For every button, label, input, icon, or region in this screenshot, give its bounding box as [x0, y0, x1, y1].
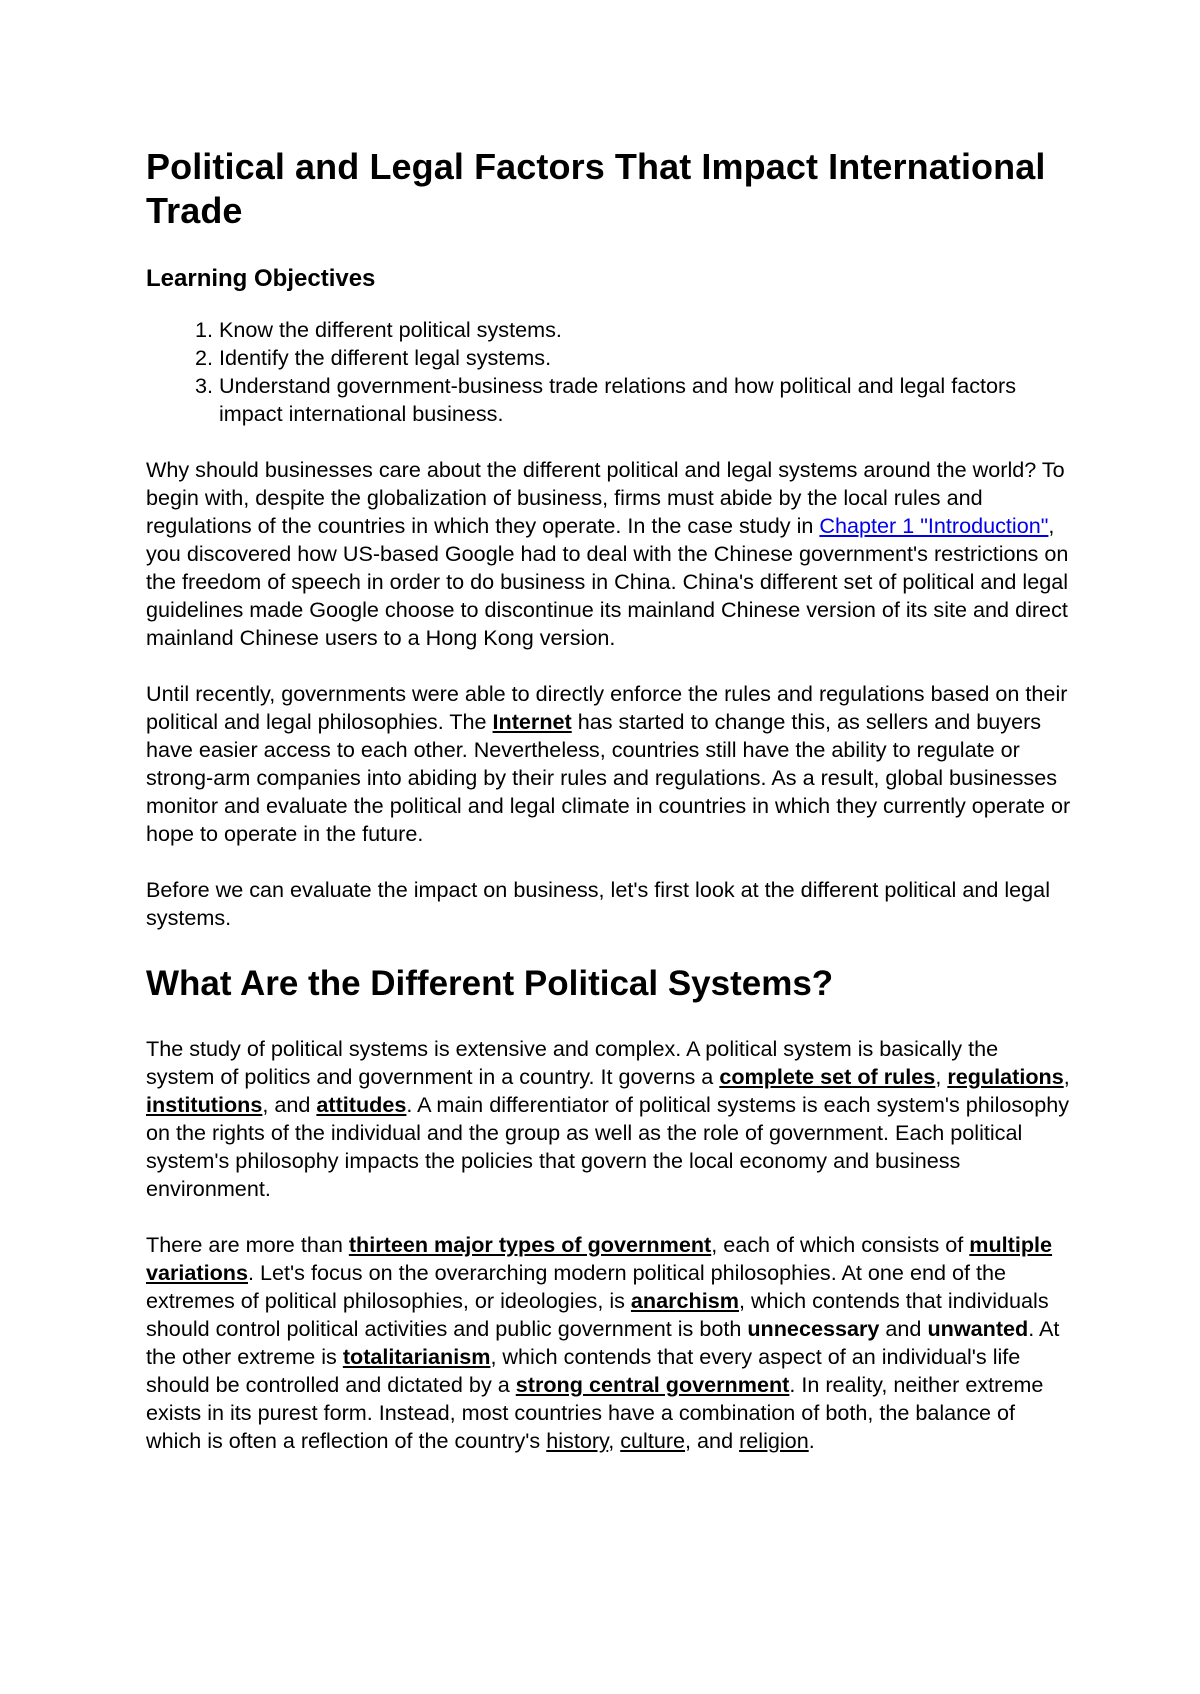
page-title: Political and Legal Factors That Impact International Trade — [146, 146, 1046, 231]
complete-set-of-rules-term[interactable]: complete set of rules — [719, 1064, 936, 1089]
internet-term[interactable]: Internet — [492, 709, 572, 734]
attitudes-term[interactable]: attitudes — [316, 1092, 407, 1117]
learning-objectives-list — [146, 316, 1071, 428]
strong-central-government-term[interactable]: strong central government — [515, 1372, 790, 1397]
anarchism-term[interactable]: anarchism — [630, 1288, 739, 1313]
thirteen-major-types-term[interactable]: thirteen major types of government — [348, 1232, 712, 1257]
religion-term[interactable]: religion — [739, 1428, 809, 1453]
list-item: 3. Understand government-business trade relations and how political and legal factors impact international business. — [219, 372, 1071, 428]
paragraph-types-of-government: There are more than thirteen major types of government, each of which consists of multiple variations. Let's focus on the overarching modern political philosophies. At one end of the extremes of political philosophies, or ideologies, is anarchism, which contends that individuals should control political activities and public government is both unnecessary and unwanted. At the other extreme is totalitarianism, which contends that every aspect of an individual's life should be controlled and dictated by a strong central government. In reality, neither extreme exists in its purest form. Instead, most countries have a combination of both, the balance of which is often a reflection of the country's history, culture, and religion. — [146, 1232, 1060, 1453]
unnecessary-bold: unnecessary — [747, 1316, 880, 1341]
multiple-variations-term[interactable]: multiple variations — [146, 1232, 1053, 1285]
chapter-1-link[interactable]: Chapter 1 "Introduction" — [819, 513, 1049, 538]
paragraph-political-systems: The study of political systems is extensive and complex. A political system is basically the system of politics and government in a country. It governs a complete set of rules, regulations, institutions, and attitudes. A main differentiator of political systems is each system's philosophy on the rights of the individual and the group as well as the role of government. Each political system's philosophy impacts the policies that govern the local economy and business environment. — [146, 1036, 1070, 1201]
unwanted-bold: unwanted — [927, 1316, 1029, 1341]
document-page — [146, 145, 1071, 1455]
section-heading-political-systems: What Are the Different Political Systems? — [146, 964, 834, 1003]
list-item: 2. Identify the different legal systems. — [219, 344, 1071, 372]
history-term[interactable]: history — [546, 1428, 609, 1453]
regulations-term[interactable]: regulations — [947, 1064, 1064, 1089]
culture-term[interactable]: culture — [620, 1428, 686, 1453]
institutions-term[interactable]: institutions — [146, 1092, 263, 1117]
paragraph-internet: Until recently, governments were able to directly enforce the rules and regulations based on their political and legal philosophies. The Internet has started to change this, as sellers and buyers have easier access to each other. Nevertheless, countries still have the ability to regulate or strong-arm companies into abiding by their rules and regulations. As a result, global businesses monitor and evaluate the political and legal climate in countries in which they currently operate or hope to operate in the future. — [146, 681, 1071, 846]
totalitarianism-term[interactable]: totalitarianism — [342, 1344, 491, 1369]
list-item: 1. Know the different political systems. — [219, 316, 1071, 344]
paragraph-before-evaluate: Before we can evaluate the impact on business, let's first look at the different political and legal systems. — [146, 877, 1050, 930]
paragraph-intro: Why should businesses care about the different political and legal systems around the world? To begin with, despite the globalization of business, firms must abide by the local rules and regulations of the countries in which they operate. In the case study in Chapter 1 "Introduction", you discovered how US-based Google had to deal with the Chinese government's restrictions on the freedom of speech in order to do business in China. China's different set of political and legal guidelines made Google choose to discontinue its mainland Chinese version of its site and direct mainland Chinese users to a Hong Kong version. — [146, 457, 1069, 650]
learning-objectives-heading: Learning Objectives — [146, 265, 376, 292]
